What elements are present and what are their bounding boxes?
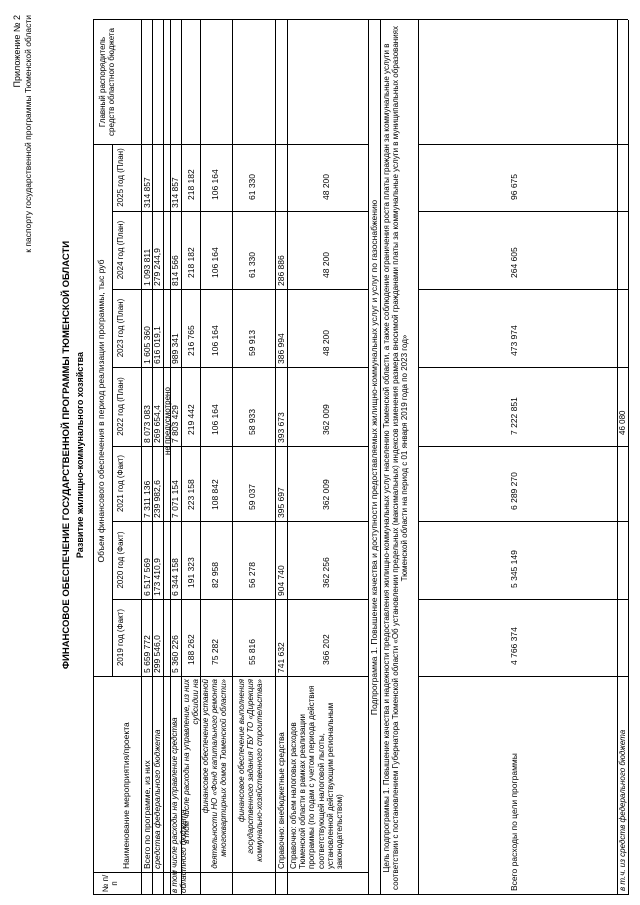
cell: 6 517 569 xyxy=(142,558,152,596)
cell: 48 200 xyxy=(321,252,331,278)
col-divider xyxy=(418,676,628,677)
cell: 269 654,4 xyxy=(152,405,162,443)
row-divider xyxy=(380,20,381,895)
col-divider xyxy=(93,676,368,677)
cell: 59 037 xyxy=(247,484,257,510)
cell: 106 164 xyxy=(210,325,220,356)
header-num: № п/п xyxy=(101,874,120,893)
header-year-2025: 2025 год (План) xyxy=(116,148,125,207)
program-name: Развитие жилищно-коммунального хозяйства xyxy=(75,351,85,559)
cell: 4 766 374 xyxy=(509,627,519,665)
cell: 106 164 xyxy=(210,169,220,200)
row-tax-label: Справочно: объем налоговых расходов Тюменской области в рамках реализации программы (по годам с учетом периода действия соответствующей налоговой льготы, установленной действующим региональным законодательством) xyxy=(289,685,344,869)
cell: 56 278 xyxy=(247,562,257,588)
table-bottom-border xyxy=(628,20,629,895)
col-divider xyxy=(418,211,628,212)
col-divider xyxy=(418,144,628,145)
cell: 55 816 xyxy=(247,639,257,665)
cell: 239 982,6 xyxy=(152,480,162,518)
col-divider xyxy=(112,521,368,522)
cell: 5 659 772 xyxy=(142,635,152,673)
not-provided-note: не предусмотрено xyxy=(163,387,172,455)
cell: 814 566 xyxy=(170,255,180,286)
row-divider xyxy=(287,20,288,895)
row-management-label: в том числе расходы на управление, из них субсидии на xyxy=(182,679,200,844)
cell: 1 093 811 xyxy=(142,248,152,286)
appendix-subtitle: к паспорту государственной программы Тюменской области xyxy=(23,15,33,253)
cell: 1 605 360 xyxy=(142,326,152,364)
col-divider xyxy=(418,289,628,290)
cell: 7 311 136 xyxy=(142,480,152,518)
cell: 6 289 270 xyxy=(509,472,519,510)
cell: 191 323 xyxy=(186,557,196,588)
cell: 48 200 xyxy=(321,330,331,356)
col-divider xyxy=(418,521,628,522)
header-name: Наименование мероприятия/проекта xyxy=(121,722,131,869)
header-divider xyxy=(112,145,113,677)
cell: 219 442 xyxy=(186,404,196,435)
cell: 362 009 xyxy=(321,479,331,510)
cell: 223 158 xyxy=(186,479,196,510)
header-year-2023: 2023 год (План) xyxy=(116,298,125,358)
col-divider xyxy=(112,367,368,368)
cell: 5 360 226 xyxy=(170,635,180,673)
col-divider xyxy=(418,367,628,368)
table-right-border xyxy=(93,19,368,20)
cell: 386 994 xyxy=(276,333,286,364)
table-top-border xyxy=(93,20,94,895)
header-year-2022: 2022 год (План) xyxy=(116,377,125,436)
cell: 7 222 851 xyxy=(509,397,519,435)
subprogram-title: Подпрограмма 1. Повышение качества и доступности предоставляемых жилищно-коммунальных услуг и услуг по газоснабжению xyxy=(369,199,379,716)
cell: 362 009 xyxy=(321,404,331,435)
cell: 5 345 149 xyxy=(509,550,519,588)
col-divider xyxy=(112,289,368,290)
cell: 473 974 xyxy=(509,325,519,356)
cell: 58 933 xyxy=(247,409,257,435)
cell: 8 073 083 xyxy=(142,405,152,443)
cell: 299 546,0 xyxy=(152,635,162,673)
cell: 96 675 xyxy=(509,174,519,200)
header-distributor: Главный распорядитель средств областного бюджета xyxy=(98,28,117,136)
cell: 395 697 xyxy=(276,487,286,518)
col-divider xyxy=(368,19,628,20)
cell: 59 913 xyxy=(247,330,257,356)
row-total-label: Всего по программе, из них xyxy=(142,760,152,869)
header-year-2020: 2020 год (Факт) xyxy=(116,531,125,589)
cell: 989 341 xyxy=(170,333,180,364)
header-year-2024: 2024 год (План) xyxy=(116,220,125,280)
col-divider xyxy=(93,144,368,145)
col-divider xyxy=(112,599,368,600)
col-divider xyxy=(418,446,628,447)
cell: 7 071 154 xyxy=(170,480,180,518)
appendix-title: Приложение № 2 xyxy=(12,15,22,88)
cell: 264 605 xyxy=(509,247,519,278)
cell: 314 857 xyxy=(142,177,152,208)
row-fund-label: финансовое обеспечение уставной деятельности НО «Фонд капитального ремонта многоквартирных домов Тюменской области» xyxy=(201,679,228,869)
cell: 106 164 xyxy=(210,247,220,278)
header-year-2021: 2021 год (Факт) xyxy=(116,454,125,513)
cell: 75 282 xyxy=(210,639,220,665)
cell: 216 765 xyxy=(186,325,196,356)
col-divider xyxy=(112,446,368,447)
row-divider xyxy=(275,20,276,895)
cell: 393 673 xyxy=(276,412,286,443)
cell: 279 244,9 xyxy=(152,248,162,286)
header-volume: Объем финансового обеспечения в период реализации программы, тыс руб xyxy=(96,259,106,563)
goal-total-label: Всего расходы по цели программы xyxy=(509,753,519,891)
row-divider xyxy=(418,20,419,895)
table-left-border xyxy=(93,894,628,895)
goal-text: Цель подпрограммы 1. Повышение качества и надежности предоставления жилищно-коммунальных услуг населению Тюменской области, а также соблюдение ограничения роста платы граждан за коммунальные услуги в соответствии с постановлением Губернатора Тюменской области «Об установлении предельных (максимальных) индексов изменения размера вносимой гражданами платы за коммунальные услуги в муниципальных образованиях Тюменской области на период с 01 января 2019 года по 2023 год» xyxy=(382,25,410,891)
cell: 286 886 xyxy=(276,255,286,286)
cell: 314 857 xyxy=(170,177,180,208)
cell: 904 740 xyxy=(276,565,286,596)
cell: 741 632 xyxy=(276,642,286,673)
cell: 108 842 xyxy=(210,479,220,510)
row-directorate-label: финансовое обеспечение выполнения государственного задания ГБУ ТО «Дирекция коммунально-хозяйственного строительства» xyxy=(237,679,264,862)
header-year-2019: 2019 год (Факт) xyxy=(116,608,125,667)
document-title: ФИНАНСОВОЕ ОБЕСПЕЧЕНИЕ ГОСУДАРСТВЕННОЙ ПРОГРАММЫ ТЮМЕНСКОЙ ОБЛАСТИ xyxy=(61,240,72,670)
cell: 173 410,9 xyxy=(152,558,162,596)
cell: 362 256 xyxy=(321,557,331,588)
col-divider xyxy=(93,872,368,873)
cell: 218 182 xyxy=(186,169,196,200)
cell: 61 330 xyxy=(247,174,257,200)
cell: 46 080 xyxy=(618,410,627,435)
row-offbudget-label: Справочно: внебюджетные средства xyxy=(277,732,286,869)
row-divider xyxy=(163,20,164,895)
federal-line-label: в т.ч. из средств федерального бюджета xyxy=(618,729,627,891)
cell: 48 200 xyxy=(321,174,331,200)
cell: 188 262 xyxy=(186,634,196,665)
cell: 106 164 xyxy=(210,404,220,435)
col-divider xyxy=(112,211,368,212)
cell: 218 182 xyxy=(186,247,196,278)
cell: 82 958 xyxy=(210,562,220,588)
cell: 61 330 xyxy=(247,252,257,278)
col-divider xyxy=(418,599,628,600)
cell: 6 344 158 xyxy=(170,558,180,596)
cell: 366 202 xyxy=(321,634,331,665)
row-divider xyxy=(232,20,233,895)
row-regional-label: в том числе расходы на управление средства областного бюджета xyxy=(170,717,188,893)
cell: 7 803 429 xyxy=(170,405,180,443)
cell: 616 019,1 xyxy=(152,326,162,364)
row-federal-label: средства федерального бюджета xyxy=(152,729,162,869)
